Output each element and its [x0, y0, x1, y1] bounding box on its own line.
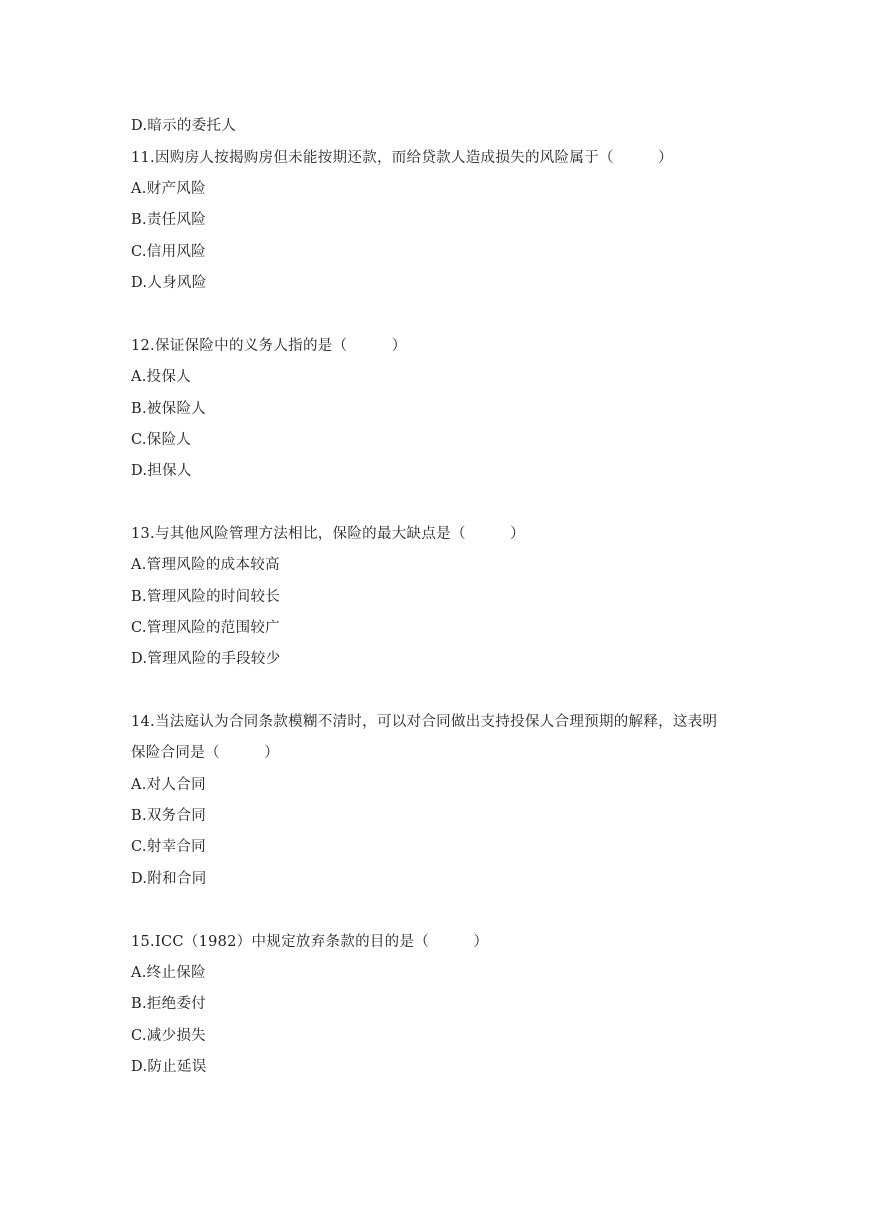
- option-14-d: D.附和合同: [131, 871, 207, 887]
- option-15-d: D.防止延误: [131, 1059, 207, 1075]
- question-15: 15.ICC（1982）中规定放弃条款的目的是（ ）: [131, 934, 489, 950]
- option-14-b: B.双务合同: [131, 808, 207, 824]
- option-13-c: C.管理风险的范围较广: [131, 620, 280, 636]
- option-11-b: B.责任风险: [131, 212, 207, 228]
- option-12-c: C.保险人: [131, 432, 192, 448]
- option-13-b: B.管理风险的时间较长: [131, 589, 281, 605]
- option-14-a: A.对人合同: [131, 777, 206, 793]
- option-13-a: A.管理风险的成本较高: [131, 557, 280, 573]
- option-11-c: C.信用风险: [131, 244, 206, 260]
- option-15-b: B.拒绝委付: [131, 996, 207, 1012]
- question-13: 13.与其他风险管理方法相比，保险的最大缺点是（ ）: [131, 526, 525, 542]
- question-14-line-1: 14.当法庭认为合同条款模糊不清时，可以对合同做出支持投保人合理预期的解释，这表明: [131, 714, 718, 730]
- option-12-b: B.被保险人: [131, 401, 207, 417]
- option-14-c: C.射幸合同: [131, 839, 206, 855]
- option-12-a: A.投保人: [131, 369, 192, 385]
- question-14-line-2: 保险合同是（ ）: [131, 745, 279, 761]
- option-11-d: D.人身风险: [131, 275, 207, 291]
- question-12: 12.保证保险中的义务人指的是（ ）: [131, 338, 407, 354]
- question-11: 11.因购房人按揭购房但未能按期还款，而给贷款人造成损失的风险属于（ ）: [131, 150, 673, 166]
- option-11-a: A.财产风险: [131, 181, 206, 197]
- option-15-c: C.减少损失: [131, 1028, 206, 1044]
- option-10-d: D.暗示的委托人: [131, 118, 237, 134]
- option-15-a: A.终止保险: [131, 965, 206, 981]
- option-13-d: D.管理风险的手段较少: [131, 651, 281, 667]
- option-12-d: D.担保人: [131, 463, 192, 479]
